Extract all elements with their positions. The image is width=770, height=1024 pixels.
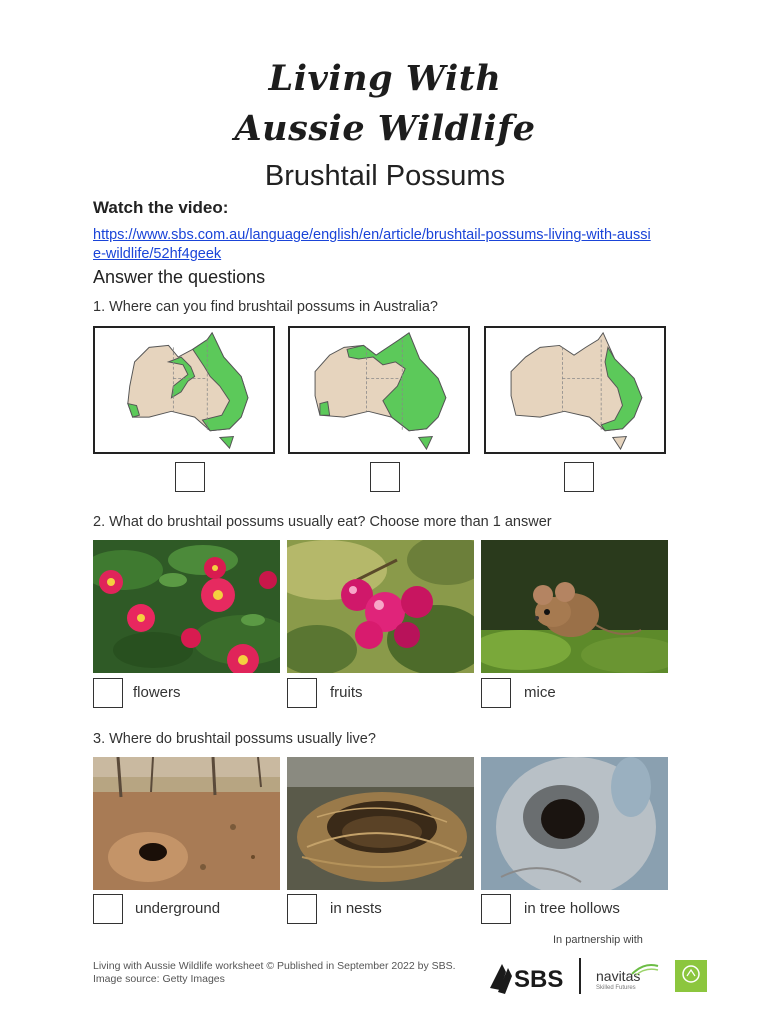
page-subtitle: Brushtail Possums (264, 160, 506, 192)
nest-photo (287, 757, 474, 890)
question-3: 3. Where do brushtail possums usually live? (93, 731, 376, 747)
tree-hollows-label: in tree hollows (524, 900, 620, 917)
fruits-photo (287, 540, 474, 673)
fruits-checkbox[interactable] (287, 678, 317, 708)
flowers-photo (93, 540, 280, 673)
australia-map-east-north (95, 328, 273, 452)
fruits-label: fruits (330, 684, 363, 701)
partnership-text: In partnership with (553, 934, 643, 946)
video-link[interactable]: https://www.sbs.com.au/language/english/en/article/brushtail-possums-living-with-aussie-wildlife/52hf4geek (93, 227, 651, 262)
question-1: 1. Where can you find brushtail possums in Australia? (93, 299, 438, 315)
tree-hollows-checkbox[interactable] (481, 894, 511, 924)
tree-hollow-photo (481, 757, 668, 890)
navitas-swoosh-icon (630, 962, 660, 976)
map-3-checkbox[interactable] (564, 462, 594, 492)
nests-label: in nests (330, 900, 382, 917)
footer-credits (93, 960, 493, 986)
answer-questions-heading: Answer the questions (93, 267, 266, 287)
underground-checkbox[interactable] (93, 894, 123, 924)
footer-line-1: Living with Aussie Wildlife worksheet © Published in September 2022 by SBS. (93, 960, 456, 972)
map-option-2 (288, 326, 470, 454)
navitas-tagline: Skilled Futures (596, 985, 636, 991)
map-2-checkbox[interactable] (370, 462, 400, 492)
sbs-logo (488, 958, 568, 996)
title-line-1: Living With (268, 58, 502, 99)
underground-label: underground (135, 900, 221, 917)
title-line-2: Aussie Wildlife (234, 108, 536, 149)
sbs-wordmark: SBS (514, 966, 564, 993)
map-1-checkbox[interactable] (175, 462, 205, 492)
footer-line-2: Image source: Getty Images (93, 973, 225, 985)
mouse-photo (481, 540, 668, 673)
map-option-3 (484, 326, 666, 454)
mice-label: mice (524, 684, 556, 701)
flowers-label: flowers (133, 684, 181, 701)
question-2: 2. What do brushtail possums usually eat? Choose more than 1 answer (93, 514, 552, 530)
flowers-checkbox[interactable] (93, 678, 123, 708)
mice-checkbox[interactable] (481, 678, 511, 708)
partner-badge-icon (675, 960, 707, 992)
navitas-logo: navitas (596, 968, 641, 984)
logo-divider (579, 958, 581, 994)
nests-checkbox[interactable] (287, 894, 317, 924)
map-option-1 (93, 326, 275, 454)
burrow-photo (93, 757, 280, 890)
watch-video-heading: Watch the video: (93, 198, 229, 217)
